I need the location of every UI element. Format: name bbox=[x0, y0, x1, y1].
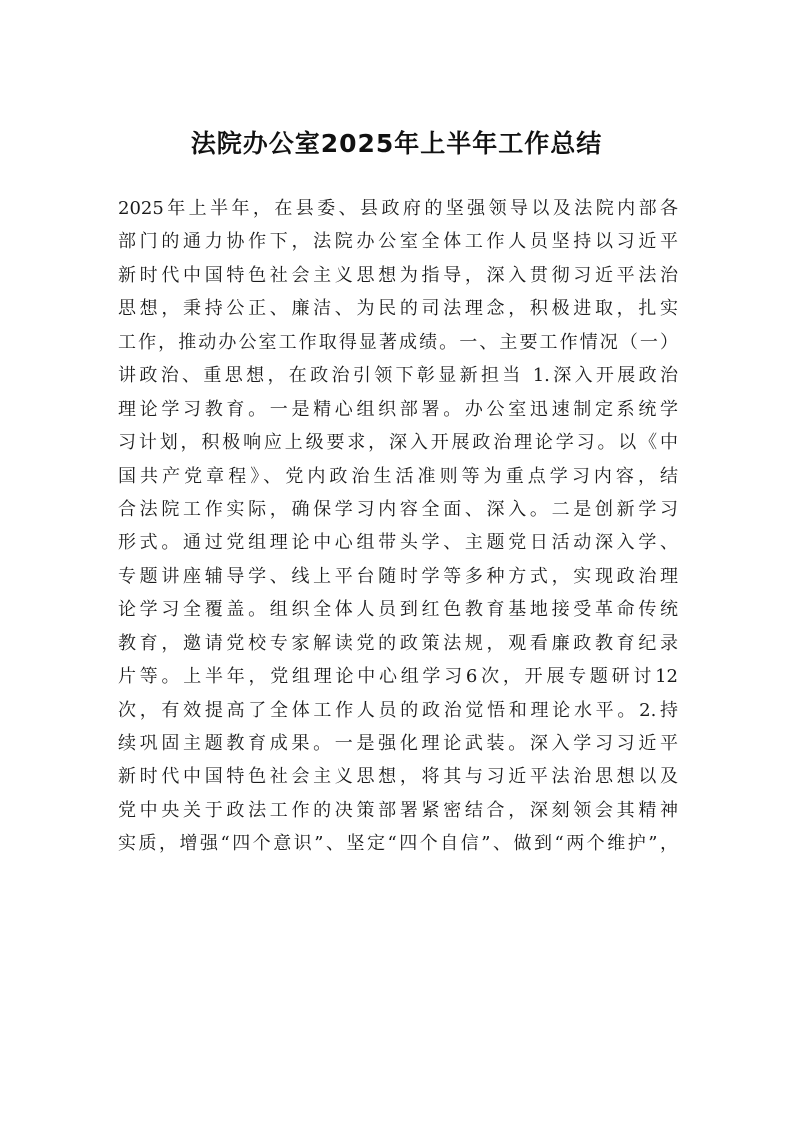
body-line: 习计划，积极响应上级要求，深入开展政治理论学习。以《中 bbox=[118, 432, 678, 454]
body-line: 新时代中国特色社会主义思想，将其与习近平法治思想以及 bbox=[118, 766, 678, 788]
body-line: 新时代中国特色社会主义思想为指导，深入贯彻习近平法治 bbox=[118, 264, 678, 286]
body-line: 2025年上半年，在县委、县政府的坚强领导以及法院内部各 bbox=[118, 198, 678, 219]
body-line: 论学习全覆盖。组织全体人员到红色教育基地接受革命传统 bbox=[118, 599, 678, 621]
body-line: 片等。上半年，党组理论中心组学习6次，开展专题研讨12 bbox=[118, 666, 678, 688]
body-line: 国共产党章程》、党内政治生活准则等为重点学习内容，结 bbox=[118, 465, 678, 487]
body-line: 实质，增强“四个意识”、坚定“四个自信”、做到“两个维护”， bbox=[118, 833, 678, 855]
body-line: 专题讲座辅导学、线上平台随时学等多种方式，实现政治理 bbox=[118, 565, 678, 587]
body-line: 部门的通力协作下，法院办公室全体工作人员坚持以习近平 bbox=[118, 231, 678, 253]
body-line: 工作，推动办公室工作取得显著成绩。一、主要工作情况（一） bbox=[118, 331, 678, 353]
body-line: 次，有效提高了全体工作人员的政治觉悟和理论水平。2.持 bbox=[118, 699, 678, 721]
document-body bbox=[118, 192, 678, 861]
body-line: 形式。通过党组理论中心组带头学、主题党日活动深入学、 bbox=[118, 532, 678, 554]
body-line: 思想，秉持公正、廉洁、为民的司法理念，积极进取，扎实 bbox=[118, 298, 678, 320]
body-line: 理论学习教育。一是精心组织部署。办公室迅速制定系统学 bbox=[118, 398, 678, 420]
body-line: 党中央关于政法工作的决策部署紧密结合，深刻领会其精神 bbox=[118, 799, 678, 821]
body-line: 续巩固主题教育成果。一是强化理论武装。深入学习习近平 bbox=[118, 733, 678, 754]
body-line: 合法院工作实际，确保学习内容全面、深入。二是创新学习 bbox=[118, 498, 678, 520]
body-line: 教育，邀请党校专家解读党的政策法规，观看廉政教育纪录 bbox=[118, 632, 678, 654]
body-line: 讲政治、重思想，在政治引领下彰显新担当 1.深入开展政治 bbox=[118, 365, 678, 387]
document-title: 法院办公室2025年上半年工作总结 bbox=[190, 129, 603, 158]
